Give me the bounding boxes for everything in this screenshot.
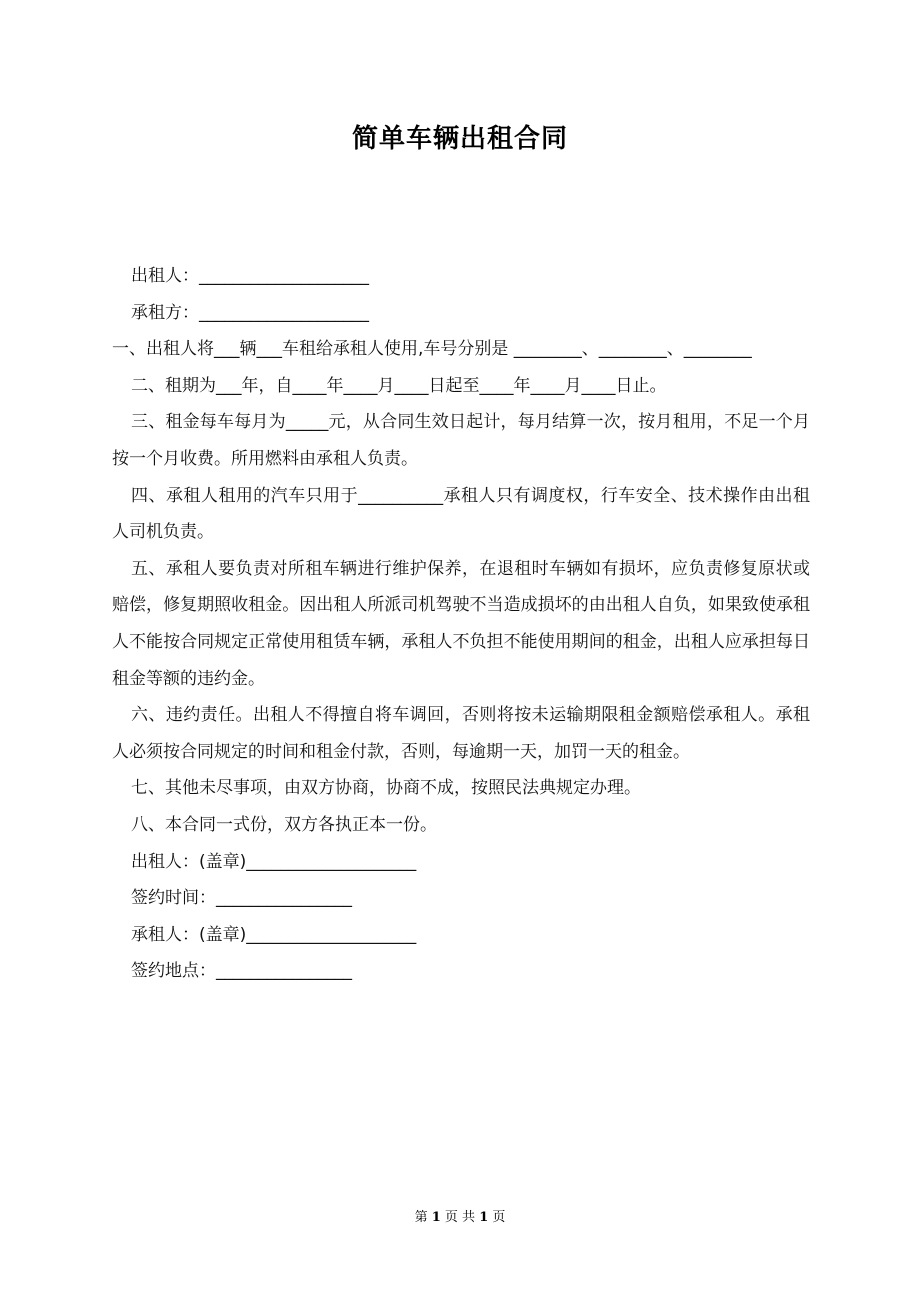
signing-place-field: 签约地点：________________	[131, 961, 352, 982]
signing-date-field: 签约时间：________________	[131, 888, 352, 909]
page-footer	[0, 1206, 920, 1225]
clause-6-liability: 六、违约责任。出租人不得擅自将车调回，否则将按未运输期限租金额赔偿承租人。承租人必须按合同规定的时间和租金付款，否则，每逾期一天，加罚一天的租金。	[112, 705, 810, 762]
lessor-field: 出租人：____________________	[131, 266, 369, 286]
footer-suffix: 页	[492, 1210, 506, 1225]
lessee-field: 承租方：____________________	[131, 302, 369, 323]
lessee-seal-field: 承租人：(盖章)____________________	[131, 924, 417, 945]
clause-3-rent: 三、租金每车每月为_____元，从合同生效日起计，每月结算一次，按月租用，不足一个月按一个月收费。所用燃料由承租人负责。	[112, 412, 810, 469]
clause-1-vehicles: 一、出租人将___辆___车租给承租人使用,车号分别是 ________、________、________	[112, 339, 752, 360]
footer-middle: 页 共	[444, 1210, 476, 1225]
clause-8-copies: 八、本合同一式份，双方各执正本一份。	[131, 814, 437, 835]
contract-title: 简单车辆出租合同	[351, 124, 568, 154]
lessor-seal-field: 出租人：(盖章)____________________	[131, 851, 417, 872]
footer-page-number: 1	[431, 1210, 441, 1225]
clause-4-usage: 四、承租人租用的汽车只用于__________承租人只有调度权，行车安全、技术操作由出租人司机负责。	[112, 485, 810, 543]
clause-2-term: 二、租期为___年，自____年____月____日起至____年____月____日止。	[131, 375, 667, 396]
clause-7-other: 七、其他未尽事项，由双方协商，协商不成，按照民法典规定办理。	[131, 778, 641, 799]
footer-total-pages: 1	[479, 1210, 489, 1225]
footer-prefix: 第	[414, 1210, 428, 1225]
clause-5-maintenance: 五、承租人要负责对所租车辆进行维护保养，在退租时车辆如有损坏，应负责修复原状或赔偿，修复期照收租金。因出租人所派司机驾驶不当造成损坏的由出租人自负，如果致使承租人不能按合同规定正常使用租赁车辆，承租人不负担不能使用期间的租金，出租人应承担每日租金等额的违约金。	[112, 558, 810, 689]
contract-body	[112, 258, 810, 990]
